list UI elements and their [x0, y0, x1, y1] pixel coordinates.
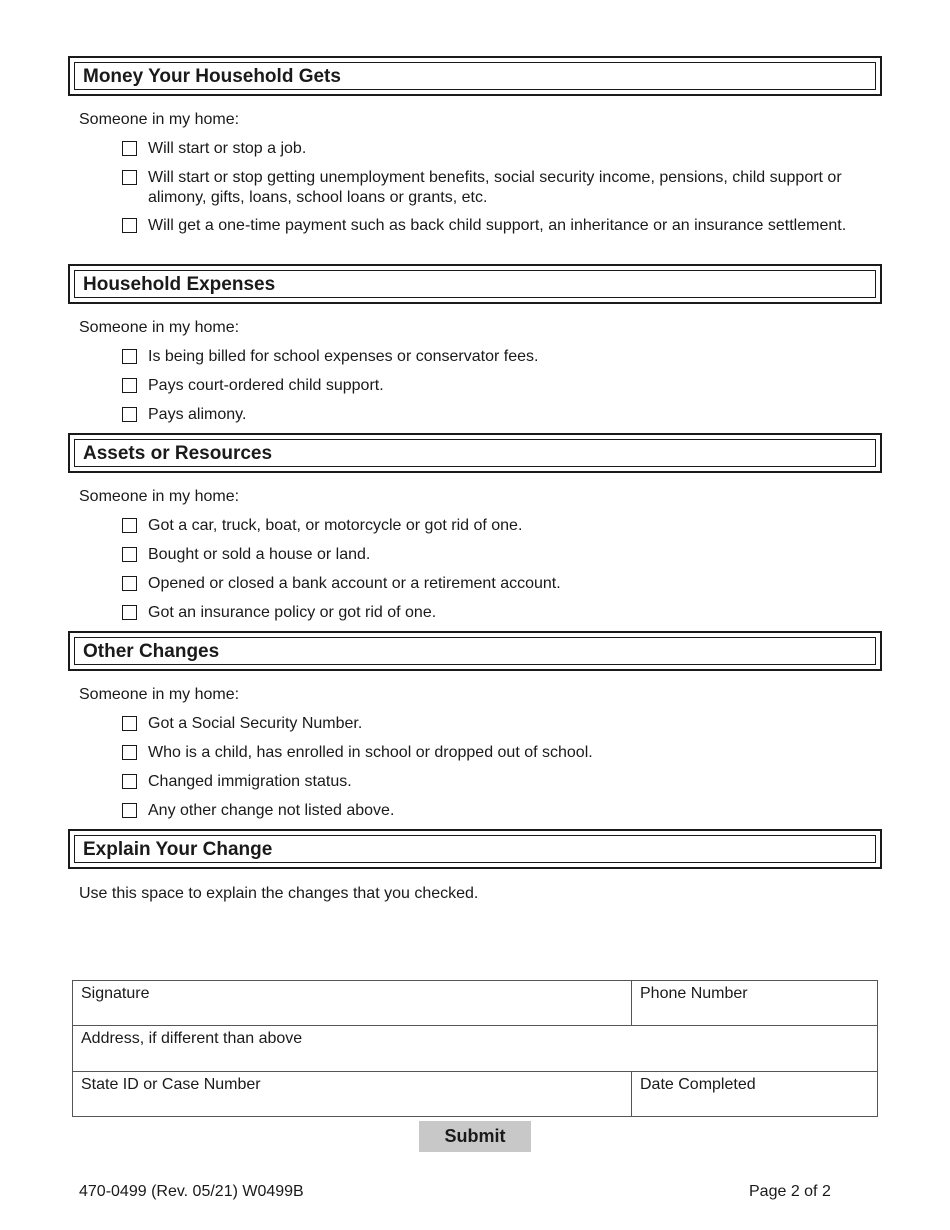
section-intro: Someone in my home: — [79, 488, 240, 505]
phone-number-field[interactable] — [631, 980, 878, 1026]
date-completed-field[interactable] — [631, 1071, 878, 1117]
state-id-field[interactable] — [72, 1071, 632, 1117]
checkbox[interactable] — [122, 407, 137, 422]
section-title: Assets or Resources — [74, 439, 876, 467]
field-label: Date Completed — [640, 1076, 756, 1093]
checkbox[interactable] — [122, 518, 137, 533]
submit-button[interactable]: Submit — [419, 1121, 531, 1152]
section-title: Money Your Household Gets — [74, 62, 876, 90]
page-number: Page 2 of 2 — [749, 1183, 831, 1200]
section-title: Household Expenses — [74, 270, 876, 298]
checklist-item — [122, 516, 882, 536]
checkbox-label: Will start or stop getting unemployment benefits, social security income, pensions, child support or alimony, gifts, loans, school loans or grants, etc. — [148, 169, 842, 206]
checkbox[interactable] — [122, 141, 137, 156]
checklist-item — [122, 772, 882, 792]
checklist-item — [122, 216, 882, 236]
checkbox[interactable] — [122, 576, 137, 591]
field-label: Signature — [81, 985, 150, 1002]
checklist-item — [122, 743, 882, 763]
checkbox[interactable] — [122, 716, 137, 731]
checkbox[interactable] — [122, 605, 137, 620]
checklist-item — [122, 545, 882, 565]
checkbox[interactable] — [122, 218, 137, 233]
section-intro: Someone in my home: — [79, 686, 240, 703]
section-header-other — [68, 631, 882, 671]
form-number: 470-0499 (Rev. 05/21) W0499B — [79, 1183, 304, 1200]
checkbox-label: Got an insurance policy or got rid of one. — [148, 604, 437, 621]
checkbox-label: Who is a child, has enrolled in school or dropped out of school. — [148, 744, 593, 761]
checkbox-label: Will get a one-time payment such as back child support, an inheritance or an insurance settlement. — [148, 217, 847, 234]
signature-field[interactable] — [72, 980, 632, 1026]
address-field[interactable] — [72, 1025, 878, 1072]
checkbox[interactable] — [122, 378, 137, 393]
checkbox-label: Will start or stop a job. — [148, 140, 307, 157]
checklist-item — [122, 168, 882, 208]
checkbox-label: Pays alimony. — [148, 406, 247, 423]
checkbox[interactable] — [122, 774, 137, 789]
checklist-item — [122, 347, 882, 367]
checklist-item — [122, 801, 882, 821]
checkbox-label: Changed immigration status. — [148, 773, 352, 790]
section-header-explain — [68, 829, 882, 869]
section-header-expenses — [68, 264, 882, 304]
field-label: State ID or Case Number — [81, 1076, 261, 1093]
checklist-item — [122, 139, 882, 159]
checkbox-label: Bought or sold a house or land. — [148, 546, 371, 563]
checklist-item — [122, 574, 882, 594]
checkbox[interactable] — [122, 547, 137, 562]
section-header-money — [68, 56, 882, 96]
checkbox-label: Got a Social Security Number. — [148, 715, 363, 732]
checkbox[interactable] — [122, 170, 137, 185]
checkbox-label: Is being billed for school expenses or conservator fees. — [148, 348, 539, 365]
explain-instructions: Use this space to explain the changes that you checked. — [79, 885, 479, 902]
section-title: Explain Your Change — [74, 835, 876, 863]
section-intro: Someone in my home: — [79, 319, 240, 336]
checkbox-label: Pays court-ordered child support. — [148, 377, 384, 394]
checklist-item — [122, 603, 882, 623]
checkbox-label: Any other change not listed above. — [148, 802, 395, 819]
checklist-item — [122, 405, 882, 425]
section-intro: Someone in my home: — [79, 111, 240, 128]
field-label: Phone Number — [640, 985, 748, 1002]
checkbox-label: Opened or closed a bank account or a retirement account. — [148, 575, 561, 592]
checklist-item — [122, 376, 882, 396]
checkbox[interactable] — [122, 349, 137, 364]
checkbox[interactable] — [122, 745, 137, 760]
checklist-item — [122, 714, 882, 734]
signature-fields — [72, 980, 878, 1117]
checkbox[interactable] — [122, 803, 137, 818]
section-title: Other Changes — [74, 637, 876, 665]
field-label: Address, if different than above — [81, 1030, 303, 1047]
checkbox-label: Got a car, truck, boat, or motorcycle or got rid of one. — [148, 517, 523, 534]
section-header-assets — [68, 433, 882, 473]
